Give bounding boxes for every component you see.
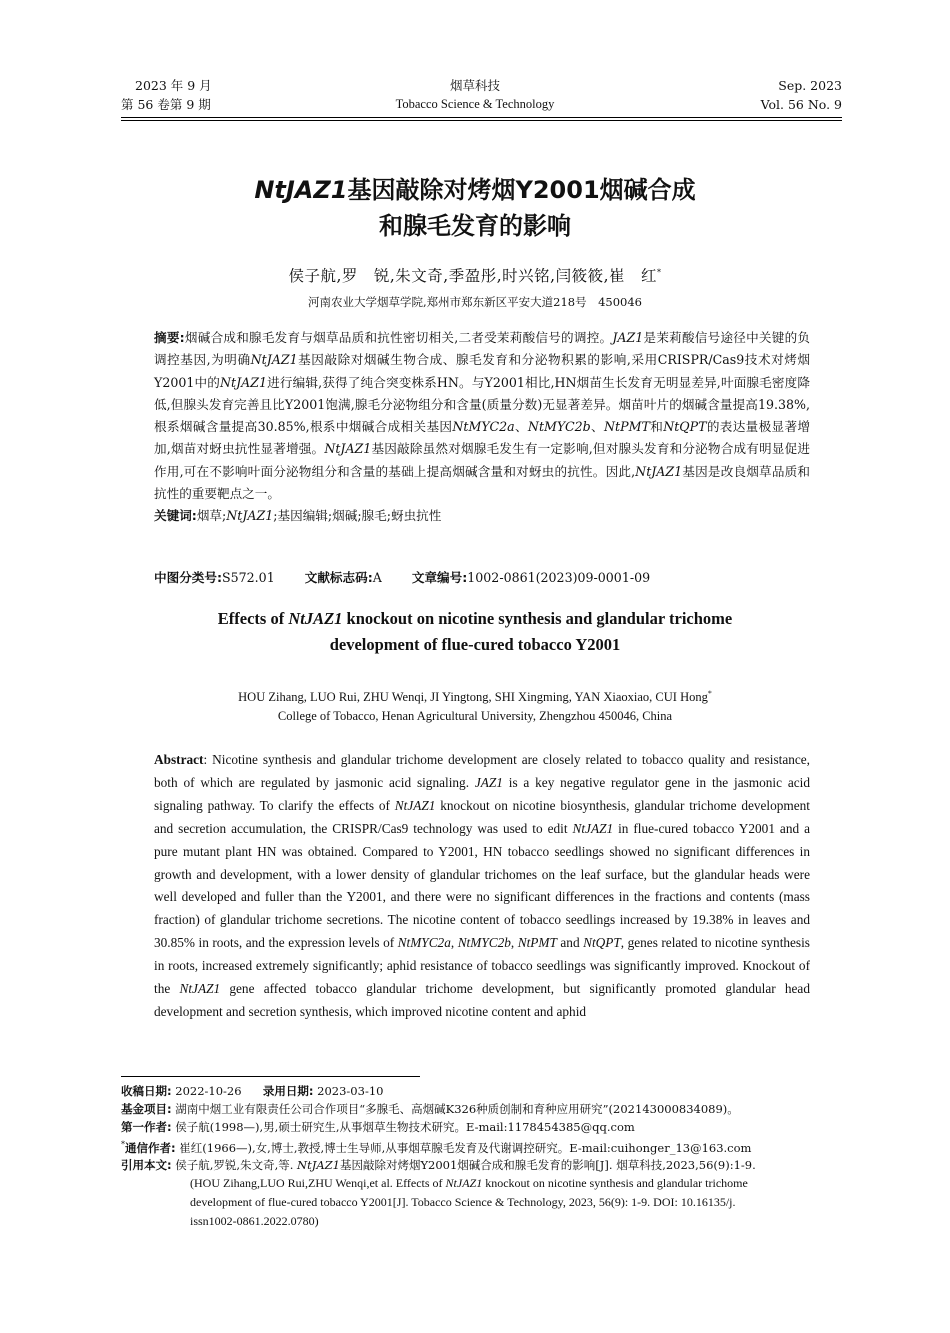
fund-text: 湖南中烟工业有限责任公司合作项目“多腺毛、高烟碱K326种质创制和育种应用研究”(202143000834089)。 [175,1102,739,1116]
header-rule-thick [121,117,842,118]
abstract-text: and [556,935,584,951]
abstract-text: 进行编辑,获得了纯合突变株系HN。与Y2001相比,HN烟苗生长发育无明显差异,叶面腺毛密度降低,但腺头发育完善且比Y2001饱满,腺毛分泌物组分和含量(质量分数)无显著差异。烟苗叶片的烟碱含量提高19.38%,根系烟碱含量提高30.85%,根系中烟碱合成相关基因 [154,374,810,435]
clc-label: 中图分类号: [154,570,223,585]
gene-name: NtJAZ1 [226,508,274,524]
first-author-label: 第一作者: [121,1120,172,1134]
english-affiliation: College of Tobacco, Henan Agricultural University, Zhengzhou 450046, China [277,709,673,723]
gene-name: NtQPT [663,419,707,435]
citation-label: 引用本文: [121,1158,172,1172]
first-author-text: 侯子航(1998—),男,硕士研究生,从事烟草生物技术研究。E-mail:1178454385@qq.com [175,1120,635,1134]
abstract-text: 是茉莉酸信号途径中关键的负调控基因,为明确 [154,330,810,368]
abstract-text: , [450,935,458,951]
english-title-line2: development of flue-cured tobacco Y2001 [329,635,621,654]
header-date-en: Sep. 2023 [778,78,842,93]
abstract-text: 和 [649,419,664,435]
abstract-text: , genes related to nicotine synthesis in roots, increased extremely significantly; aphid resistance of tobacco seedlings was significantly improved. Knockout of the [154,935,810,997]
footnote-first-author [121,1119,843,1136]
gene-name: NtMYC2b [527,419,591,435]
english-title-text: Effects of [217,609,289,628]
citation-text: issn1002-0861.2022.0780) [190,1213,319,1228]
chinese-title-gene: NtJAZ1 [254,176,348,204]
chinese-title [0,172,950,244]
keywords-label: 关键词: [154,508,197,524]
received-date: 2022-10-26 [175,1084,242,1098]
header-right [761,76,842,114]
abstract-text: in flue-cured tobacco Y2001 and a pure mutant plant HN was obtained. Compared to Y2001, HN tobacco seedlings showed no significant differences in growth and development, with a lower density of glandular trichomes on the leaf surface, but the glandular heads were well developed and fuller than the Y2001, and there were no significant differences in the fractions and contents (mass fraction) of glandular trichome secretions. The nicotine content of tobacco seedlings increased by 19.38% in leaves and 30.85% in roots, and the expression levels of [154,820,810,951]
article-number-value: 1002-0861(2023)09-0001-09 [467,570,651,585]
gene-name: NtJAZ1 [324,441,372,457]
abstract-text: 、 [514,419,528,435]
abstract-text: : [203,752,213,767]
abstract-text: 的表达量极显著增加,烟苗对蚜虫抗性显著增强。 [154,419,811,457]
english-title-gene: NtJAZ1 [288,609,343,628]
gene-name: NtMYC2a [397,935,451,951]
corresponding-label: 通信作者: [125,1140,176,1155]
chinese-author-list: 侯子航,罗 锐,朱文奇,季盈彤,时兴铭,闫筱筱,崔 红 [288,267,658,286]
english-abstract [154,749,810,1071]
citation-text: 基因敲除对烤烟Y2001烟碱合成和腺毛发育的影响[J]. 烟草科技,2023,56(9):1-9. [339,1158,756,1172]
article-number-label: 文章编号: [411,570,468,585]
doc-code-value: A [372,570,382,585]
header-volume-cn: 第 56 卷第 9 期 [121,97,211,112]
gene-name: NtJAZ1 [250,352,298,368]
citation-text: development of flue-cured tobacco Y2001[J]. Tobacco Science & Technology, 2023, 56(9): 1-9. DOI: 10.16135/j. [190,1194,736,1209]
chinese-affiliation: 河南农业大学烟草学院,郑州市郑东新区平安大道218号 450046 [307,295,642,309]
english-authors [0,684,950,707]
gene-name: NtQPT [583,935,621,951]
header-journal-cn: 烟草科技 [449,78,500,93]
gene-name: JAZ1 [474,774,503,790]
classification-row [154,568,650,588]
abstract-text: 烟碱合成和腺毛发育与烟草品质和抗性密切相关,二者受茉莉酸信号的调控。 [184,330,613,345]
clc-value: S572.01 [222,570,275,585]
corresponding-text: 崔红(1966—),女,博士,教授,博士生导师,从事烟草腺毛发育及代谢调控研究。E-mail:cuihonger_13@163.com [179,1140,752,1155]
header-journal-en: Tobacco Science & Technology [395,97,555,111]
accepted-date: 2023-03-10 [317,1084,384,1098]
english-author-list: HOU Zihang, LUO Rui, ZHU Wenqi, JI Yingtong, SHI Xingming, YAN Xiaoxiao, CUI Hong [238,690,708,705]
chinese-title-line1: 基因敲除对烤烟Y2001烟碱合成 [347,176,696,204]
keywords-text: 烟草; [196,508,227,524]
gene-name: NtMYC2b [457,935,511,951]
gene-name: NtPMT [517,935,557,951]
corresponding-mark: * [121,1140,125,1149]
header-volume-en: Vol. 56 No. 9 [760,97,842,112]
abstract-text: 基因敲除虽然对烟腺毛发生有一定影响,但对腺头发育和分泌物合成有明显促进作用,可在不影响叶面分泌物组分和含量的基础上提高烟碱含量和对蚜虫的抗性。因此, [154,441,810,479]
gene-name: JAZ1 [612,330,644,345]
chinese-abstract [154,327,810,528]
footnote-dates [121,1083,843,1100]
abstract-text: 、 [590,419,605,435]
english-title [0,606,950,658]
citation-text: knockout on nicotine synthesis and glandular trichome [482,1175,748,1190]
footnote-citation [121,1157,843,1231]
abstract-text: 基因是改良烟草品质和抗性的重要靶点之一。 [154,463,811,502]
doc-code-label: 文献标志码: [304,570,373,585]
gene-name: NtJAZ1 [572,820,614,836]
english-title-text: knockout on nicotine synthesis and glandular trichome [342,609,733,628]
header-rule-thin [121,120,842,121]
corresponding-mark: * [707,689,712,698]
gene-name: NtJAZ1 [394,797,436,813]
gene-name: NtJAZ1 [297,1158,340,1172]
chinese-title-line2: 和腺毛发育的影响 [379,212,571,240]
footnote-fund [121,1101,843,1118]
abstract-text: is a key negative regulator gene in the jasmonic acid signaling pathway. To clarify the effects of [154,774,810,813]
corresponding-mark: * [657,268,662,277]
chinese-abstract-label: 摘要: [154,330,185,345]
gene-name: NtJAZ1 [220,374,267,390]
abstract-text: Nicotine synthesis and glandular trichome development are closely related to tobacco quality and resistance, both of which are regulated by jasmonic acid signaling. [154,752,810,790]
received-label: 收稿日期: [121,1084,172,1098]
header-date-cn: 2023 年 9 月 [135,78,212,93]
citation-text: 侯子航,罗锐,朱文奇,等. [175,1158,298,1172]
gene-name: NtMYC2a [452,419,515,435]
abstract-text: , [510,935,518,951]
footnote-corresponding [121,1137,843,1156]
gene-name: NtJAZ1 [635,463,683,479]
abstract-text: 基因敲除对烟碱生物合成、腺毛发育和分泌物积累的影响,采用CRISPR/Cas9技术对烤烟Y2001中的 [154,352,810,390]
keywords-text: ;基因编辑;烟碱;腺毛;蚜虫抗性 [273,508,442,524]
abstract-text: gene affected tobacco glandular trichome development, but significantly promoted glandular head development and secretion synthesis, which improved nicotine content and aphid [154,981,810,1019]
gene-name: NtJAZ1 [445,1175,483,1190]
gene-name: NtJAZ1 [179,981,221,997]
english-abstract-label: Abstract [154,752,204,767]
accepted-label: 录用日期: [262,1084,314,1098]
fund-label: 基金项目: [121,1102,172,1116]
footnote-rule [121,1076,420,1077]
chinese-authors [0,262,950,287]
gene-name: NtPMT [604,419,650,435]
citation-text: (HOU Zihang,LUO Rui,ZHU Wenqi,et al. Effects of [190,1175,446,1190]
abstract-text: knockout on nicotine biosynthesis, glandular trichome development and secretion accumulation, the CRISPR/Cas9 technology was used to edit [154,797,810,836]
